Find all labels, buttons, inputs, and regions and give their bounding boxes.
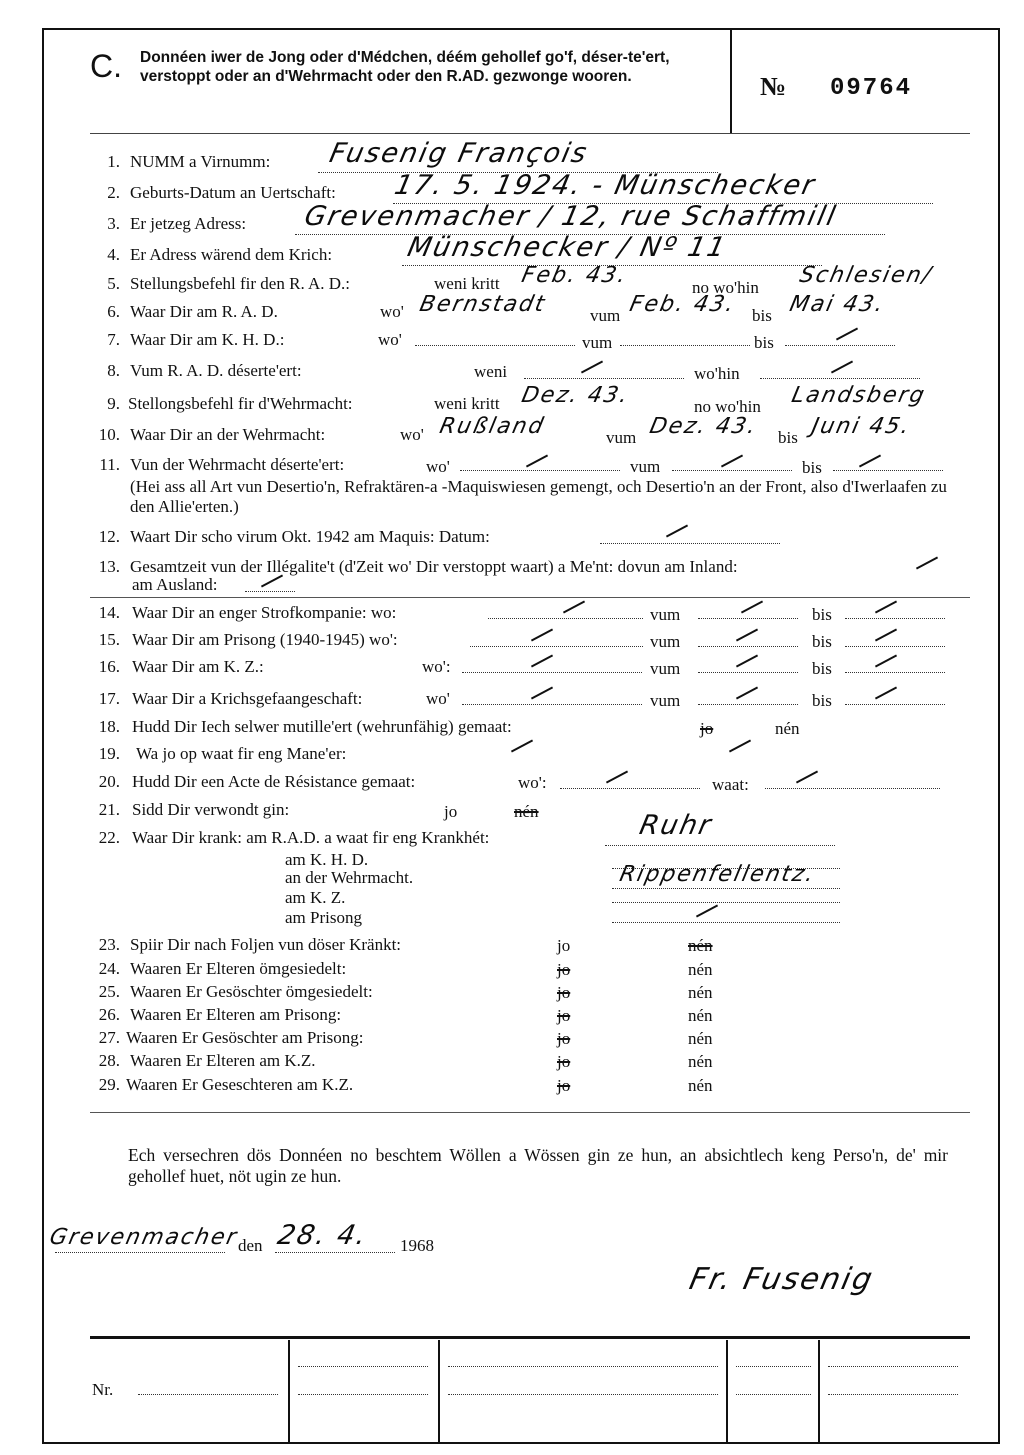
footer-divider xyxy=(438,1340,440,1444)
section-rule xyxy=(90,1112,970,1113)
label-illegality: Gesamtzeit vun der Illégalite't (d'Zeit wo' Dir verstoppt waart) a Me'nt: dovun am Inland: xyxy=(130,557,738,576)
field-line xyxy=(612,902,840,903)
field-line xyxy=(672,470,792,471)
label-weni: weni kritt xyxy=(434,274,500,293)
hw-date: 28. 4. xyxy=(274,1220,371,1251)
label-wounded: Sidd Dir verwondt gin: xyxy=(132,800,290,819)
label-wo: wo' xyxy=(378,330,402,349)
field-line xyxy=(828,1366,958,1367)
form-title: Donnéen iwer de Jong oder d'Médchen, déém gehollef go'f, déser-te'ert, verstoppt oder an d'Wehrmacht oder den R.AD. gezwonge wooren. xyxy=(140,49,670,85)
label-bis: bis xyxy=(812,632,832,651)
label-vum: vum xyxy=(650,605,681,624)
label-resistance: Hudd Dir een Acte de Résistance gemaat: xyxy=(132,772,416,791)
field-line xyxy=(845,646,945,647)
answer-nen: nén xyxy=(688,1029,713,1048)
label-war-address: Er Adress wärend dem Krich: xyxy=(130,245,333,264)
field-line xyxy=(833,470,943,471)
label-vum: vum xyxy=(650,691,681,710)
label-bis: bis xyxy=(812,691,832,710)
field-line xyxy=(415,345,575,346)
label-wohin: no wo'hin xyxy=(694,397,761,416)
row-number: 27. xyxy=(98,1028,120,1047)
field-line xyxy=(698,672,798,673)
hw-war-address: Münschecker / Nº 11 xyxy=(404,232,730,263)
hw-wm-where: Rußland xyxy=(437,414,548,439)
row-number: 9. xyxy=(107,394,120,413)
label-wohin: no wo'hin xyxy=(692,278,759,297)
label-punishment: Waar Dir an enger Strofkompanie: wo: xyxy=(132,603,397,622)
row-number: 25. xyxy=(98,982,120,1001)
row-number: 5. xyxy=(107,274,120,293)
hw-place: Grevenmacher xyxy=(47,1225,241,1250)
field-line xyxy=(612,922,840,923)
header-divider xyxy=(730,30,732,134)
label-wm-order: Stellongsbefehl fir d'Wehrmacht: xyxy=(128,394,353,413)
field-line xyxy=(845,618,945,619)
field-line xyxy=(560,788,700,789)
label-parents-kz: Waaren Er Elteren am K.Z. xyxy=(130,1051,316,1070)
row-number: 29. xyxy=(98,1075,120,1094)
label-ill-prison: am Prisong xyxy=(285,908,362,927)
label-rad: Waar Dir am R. A. D. xyxy=(130,302,278,321)
desertion-note: (Hei ass all Art vun Desertio'n, Refraktären-a -Maquiswiesen gemengt, och Desertio'n an der Front, also d'Iwerlaafen zu den Allie'erten.) xyxy=(130,477,947,516)
label-nr: Nr. xyxy=(92,1380,114,1399)
row-number: 18. xyxy=(98,717,120,736)
label-wm: Waar Dir an der Wehrmacht: xyxy=(130,425,326,444)
label-ill-wm: an der Wehrmacht. xyxy=(285,868,414,887)
answer-jo: jo xyxy=(700,719,714,738)
label-wm-desert: Vun der Wehrmacht déserte'ert: xyxy=(130,455,345,474)
hw-name: Fusenig François xyxy=(326,138,592,169)
hw-illness-rad: Ruhr xyxy=(636,810,716,841)
row-number: 6. xyxy=(107,302,120,321)
section-rule xyxy=(90,597,970,598)
footer-divider xyxy=(818,1340,820,1444)
label-ill-kz: am K. Z. xyxy=(285,888,346,907)
row-number: 12. xyxy=(98,527,120,546)
label-manner: Wa jo op waat fir eng Mane'er: xyxy=(136,744,347,763)
label-siblings-resettled: Waaren Er Gesöschter ömgesiedelt: xyxy=(130,982,373,1001)
field-line xyxy=(605,845,835,846)
field-line xyxy=(620,345,750,346)
label-vum: vum xyxy=(650,659,681,678)
label-consequences: Spiir Dir nach Foljen vun döser Kränkt: xyxy=(130,935,402,954)
label-bis: bis xyxy=(752,306,772,325)
hw-rad-until: Mai 43. xyxy=(787,292,888,317)
year: 1968 xyxy=(400,1236,434,1255)
label-vum: vum xyxy=(590,306,621,325)
hw-rad-from: Feb. 43. xyxy=(627,292,738,317)
label-mutilated: Hudd Dir Iech selwer mutille'ert (wehrunfähig) gemaat: xyxy=(132,717,512,736)
label-wo: wo' xyxy=(400,425,424,444)
label-khd: Waar Dir am K. H. D.: xyxy=(130,330,285,349)
row-number: 10. xyxy=(98,425,120,444)
label-vum: vum xyxy=(606,428,637,447)
answer-nen: nén xyxy=(775,719,800,738)
field-line xyxy=(828,1394,958,1395)
answer-jo: jo xyxy=(557,1006,571,1025)
answer-nen: nén xyxy=(514,802,539,821)
row-number: 28. xyxy=(98,1051,120,1070)
answer-nen: nén xyxy=(688,983,713,1002)
label-parents-resettled: Waaren Er Elteren ömgesiedelt: xyxy=(130,959,347,978)
label-address: Er jetzeg Adress: xyxy=(130,214,247,233)
answer-jo: jo xyxy=(557,1076,571,1095)
footer-divider xyxy=(288,1340,290,1444)
hw-wm-date: Dez. 43. xyxy=(519,383,632,408)
field-line xyxy=(275,1252,395,1253)
label-wo: wo' xyxy=(426,689,450,708)
label-maquis: Waart Dir scho virum Okt. 1942 am Maquis: Datum: xyxy=(130,527,490,546)
header-rule xyxy=(90,133,970,134)
hw-wm-place: Landsberg xyxy=(789,383,929,408)
answer-nen: nén xyxy=(688,1076,713,1095)
label-wohin: wo'hin xyxy=(694,364,740,383)
field-line xyxy=(736,1394,811,1395)
row-number: 17. xyxy=(98,689,120,708)
label-waat: waat: xyxy=(712,775,749,794)
field-line xyxy=(845,704,945,705)
hw-rad-where: Bernstadt xyxy=(417,292,549,317)
field-line xyxy=(698,618,798,619)
row-number: 15. xyxy=(98,630,120,649)
field-line xyxy=(488,618,643,619)
label-wo: wo': xyxy=(518,773,547,792)
hw-address: Grevenmacher / 12, rue Schaffmill xyxy=(301,201,840,232)
field-line xyxy=(698,704,798,705)
label-weni: weni xyxy=(474,362,508,381)
row-number: 22. xyxy=(98,828,120,847)
hw-rad-place: Schlesien/ xyxy=(797,263,935,288)
label-parents-prison: Waaren Er Elteren am Prisong: xyxy=(130,1005,342,1024)
serial-number: 09764 xyxy=(830,75,913,102)
answer-jo: jo xyxy=(557,960,571,979)
label-bis: bis xyxy=(812,605,832,624)
field-line xyxy=(138,1394,278,1395)
hw-rad-date: Feb. 43. xyxy=(519,263,630,288)
row-number: 7. xyxy=(107,330,120,349)
row-number: 1. xyxy=(107,152,120,171)
row-number: 3. xyxy=(107,214,120,233)
label-rad-order: Stellungsbefehl fir den R. A. D.: xyxy=(130,274,351,293)
hw-wm-from: Dez. 43. xyxy=(647,414,760,439)
field-line xyxy=(470,646,643,647)
row-number: 4. xyxy=(107,245,120,264)
label-abroad: am Ausland: xyxy=(132,575,218,594)
label-wo: wo': xyxy=(422,657,451,676)
answer-nen: nén xyxy=(688,1052,713,1071)
field-line xyxy=(600,543,780,544)
row-number: 23. xyxy=(98,935,120,954)
row-number: 20. xyxy=(98,772,120,791)
row-number: 2. xyxy=(107,183,120,202)
label-bis: bis xyxy=(778,428,798,447)
field-line xyxy=(462,704,642,705)
label-name: NUMM a Virnumm: xyxy=(130,152,271,171)
row-number: 14. xyxy=(98,603,120,622)
field-line xyxy=(698,646,798,647)
label-vum: vum xyxy=(650,632,681,651)
row-number: 24. xyxy=(98,959,120,978)
label-wo: wo' xyxy=(426,457,450,476)
field-line xyxy=(736,1366,811,1367)
answer-nen: nén xyxy=(688,936,713,955)
field-line xyxy=(785,345,895,346)
field-line xyxy=(55,1252,225,1253)
answer-jo: jo xyxy=(557,1029,571,1048)
answer-jo: jo xyxy=(557,983,571,1002)
field-line xyxy=(524,378,684,379)
answer-nen: nén xyxy=(688,960,713,979)
number-symbol: № xyxy=(760,72,787,101)
hw-wm-until: Juni 45. xyxy=(809,414,914,439)
field-line xyxy=(760,378,920,379)
row-number: 11. xyxy=(99,455,120,474)
label-bis: bis xyxy=(802,458,822,477)
label-kz: Waar Dir am K. Z.: xyxy=(132,657,264,676)
field-line xyxy=(460,470,620,471)
answer-jo: jo xyxy=(557,1052,571,1071)
field-line xyxy=(298,1394,428,1395)
field-line xyxy=(462,672,642,673)
row-number: 8. xyxy=(107,361,120,380)
label-bis: bis xyxy=(812,659,832,678)
label-siblings-kz: Waaren Er Geseschteren am K.Z. xyxy=(126,1075,354,1094)
label-den: den xyxy=(238,1236,263,1255)
label-siblings-prison: Waaren Er Gesöschter am Prisong: xyxy=(126,1028,364,1047)
label-ill: Waar Dir krank: am R.A.D. a waat fir eng Krankhét: xyxy=(132,828,490,847)
answer-jo: jo xyxy=(444,802,458,821)
field-line xyxy=(448,1366,718,1367)
label-ill-khd: am K. H. D. xyxy=(285,850,369,869)
row-number: 19. xyxy=(98,744,120,763)
section-letter: C. xyxy=(90,48,122,84)
label-weni: weni kritt xyxy=(434,394,500,413)
row-number: 13. xyxy=(98,557,120,576)
field-line xyxy=(245,591,295,592)
label-pow: Waar Dir a Krichsgefaangeschaft: xyxy=(132,689,363,708)
field-line xyxy=(612,888,840,889)
footer-divider xyxy=(726,1340,728,1444)
field-line xyxy=(765,788,940,789)
row-number: 26. xyxy=(98,1005,120,1024)
declaration-text: Ech versechren dös Donnéen no beschtem Wöllen a Wössen gin ze hun, an absichtlech keng Perso'n, de' mir gehollef huet, nöt ugin ze hun. xyxy=(128,1145,948,1186)
label-prison: Waar Dir am Prisong (1940-1945) wo': xyxy=(132,630,398,649)
label-rad-desert: Vum R. A. D. déserte'ert: xyxy=(130,361,302,380)
field-line xyxy=(448,1394,718,1395)
row-number: 16. xyxy=(98,657,120,676)
label-vum: vum xyxy=(582,333,613,352)
footer-rule xyxy=(90,1336,970,1339)
field-line xyxy=(845,672,945,673)
answer-jo: jo xyxy=(557,936,571,955)
answer-nen: nén xyxy=(688,1006,713,1025)
label-wo: wo' xyxy=(380,302,404,321)
field-line xyxy=(298,1366,428,1367)
hw-birth: 17. 5. 1924. - Münschecker xyxy=(391,170,819,201)
hw-illness-wm: Rippenfellentz. xyxy=(617,862,818,887)
label-birth: Geburts-Datum an Uertschaft: xyxy=(130,183,336,202)
label-vum: vum xyxy=(630,457,661,476)
signature: Fr. Fusenig xyxy=(686,1262,878,1297)
label-bis: bis xyxy=(754,333,774,352)
row-number: 21. xyxy=(98,800,120,819)
